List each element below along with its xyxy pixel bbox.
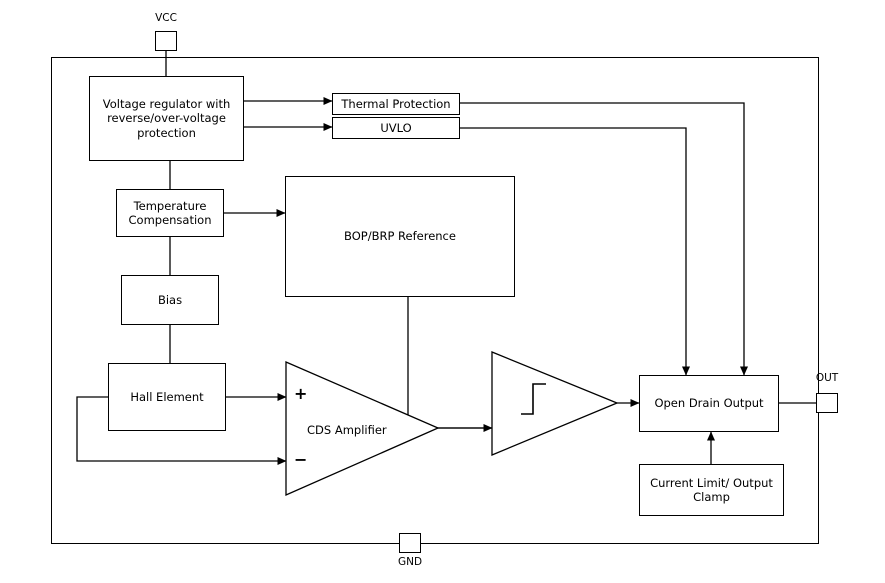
- voltage-regulator-block: Voltage regulator with reverse/over-voltage protection: [89, 76, 244, 161]
- bias-block: Bias: [121, 275, 219, 325]
- cds-amplifier-label: CDS Amplifier: [307, 423, 387, 437]
- pin-gnd-label: GND: [397, 556, 423, 568]
- open-drain-output-block: Open Drain Output: [639, 375, 779, 432]
- pin-out: [816, 393, 838, 413]
- pin-vcc-label: VCC: [155, 12, 177, 24]
- pin-gnd: [399, 533, 421, 553]
- hall-element-block: Hall Element: [108, 363, 226, 431]
- cds-amplifier-minus-input: −: [294, 450, 308, 469]
- pin-vcc: [155, 31, 177, 51]
- thermal-protection-block: Thermal Protection: [332, 93, 460, 115]
- current-limit-output-clamp-block: Current Limit/ Output Clamp: [639, 464, 784, 516]
- pin-out-label: OUT: [815, 372, 839, 384]
- cds-amplifier-plus-input: +: [294, 384, 308, 403]
- bop-brp-reference-block: BOP/BRP Reference: [285, 176, 515, 297]
- temperature-compensation-block: Temperature Compensation: [116, 189, 224, 237]
- uvlo-block: UVLO: [332, 117, 460, 139]
